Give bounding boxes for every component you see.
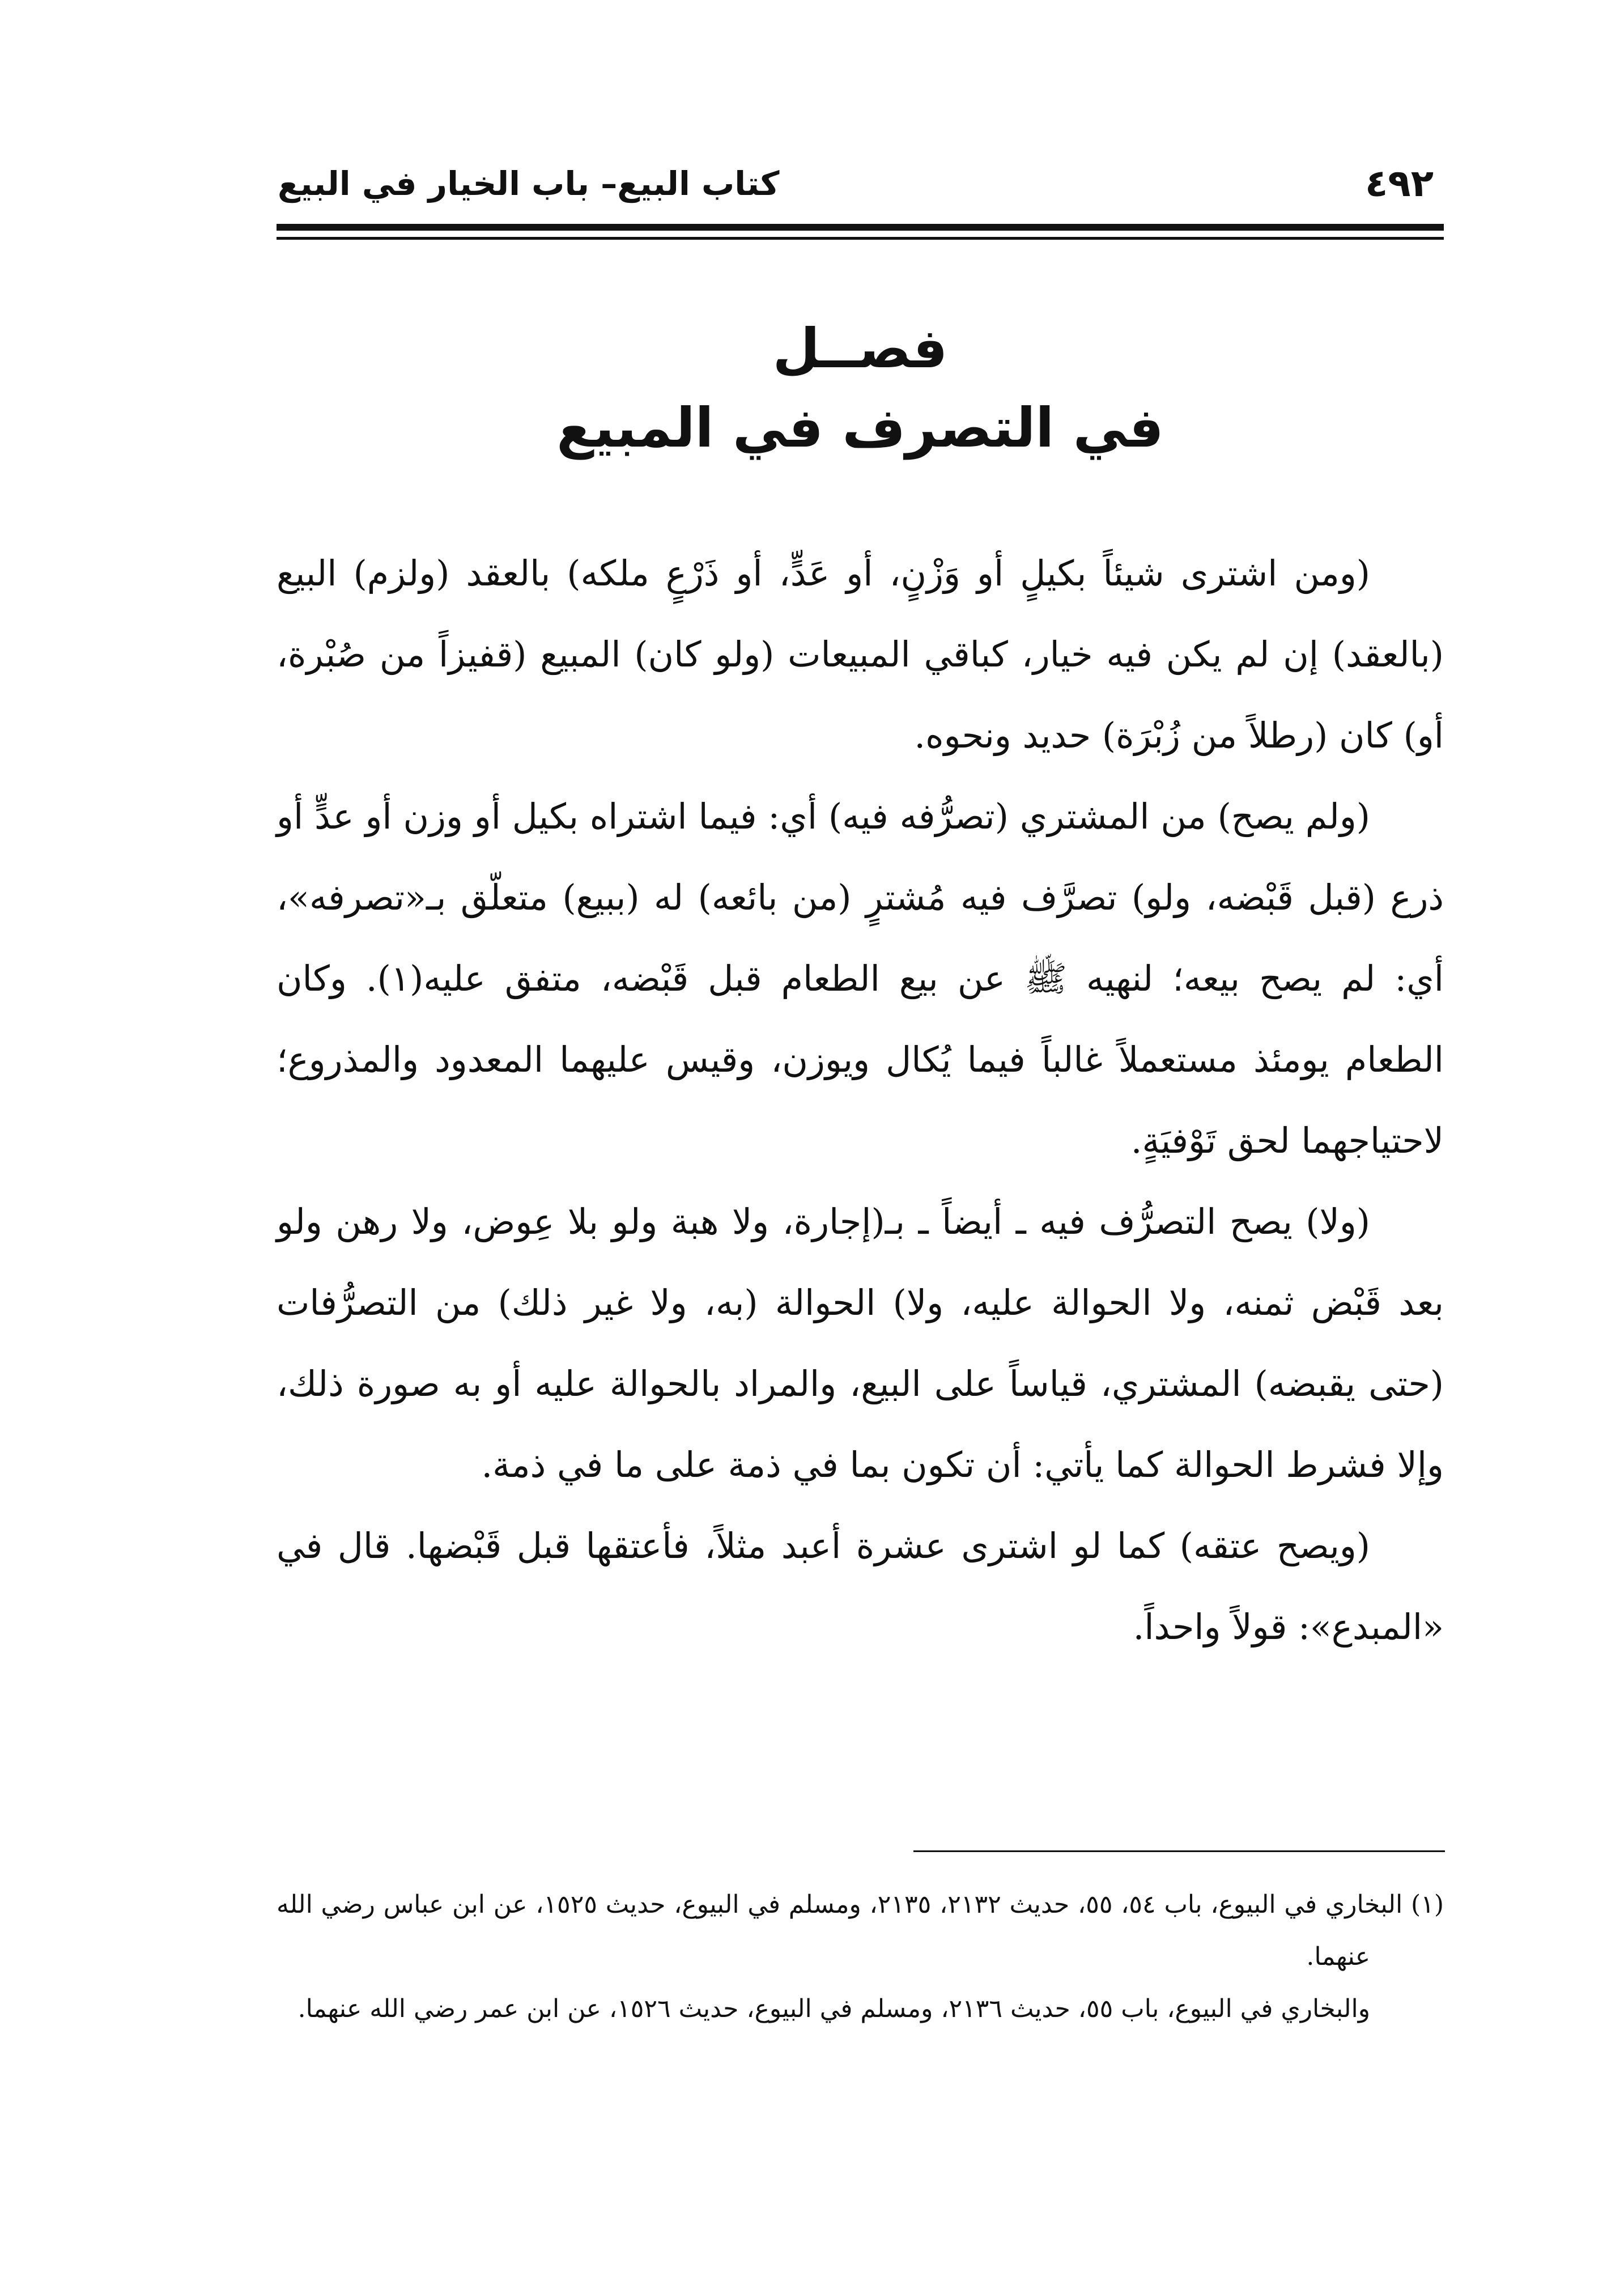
paragraph-1: (ومن اشترى شيئاً بكيلٍ أو وَزْنٍ، أو عَدٍّ، أو ذَرْعٍ ملكه) بالعقد (ولزم) البيع (بالعقد) إن لم يكن فيه خيار، كباقي المبيعات (ولو كان) المبيع (قفيزاً من صُبْرة، أو) كان (رطلاً من زُبْرَة) حديد ونحوه. [277, 553, 1444, 756]
header-rule-thin [277, 237, 1444, 240]
page-number: ٤٩٢ [1365, 162, 1434, 205]
section-heading [277, 309, 1444, 468]
footnote-1-continued: والبخاري في البيوع، باب ٥٥، حديث ٢١٣٦، ومسلم في البيوع، حديث ١٥٢٦، عن ابن عمر رضي الله عنهما. [297, 1994, 1370, 2023]
footnote-1: (١) البخاري في البيوع، باب ٥٤، ٥٥، حديث ٢١٣٢، ٢١٣٥، ومسلم في البيوع، حديث ١٥٢٥، عن ابن عباس رضي الله عنهما. [277, 1890, 1444, 1971]
body-text [277, 533, 1444, 1667]
heading-section-word: فصــل [772, 317, 948, 380]
paragraph-3: (ولا) يصح التصرُّف فيه ـ أيضاً ـ بـ(إجارة، ولا هبة ولو بلا عِوض، ولا رهن ولو بعد قَبْض ثمنه، ولا الحوالة عليه، ولا) الحوالة (به، ولا غير ذلك) من التصرُّفات (حتى يقبضه) المشتري، قياساً على البيع، والمراد بالحوالة عليه أو به صورة ذلك، وإلا فشرط الحوالة كما يأتي: أن تكون بما في ذمة على ما في ذمة. [277, 1201, 1444, 1485]
footnotes [277, 1879, 1444, 2035]
header-rule-thick [277, 224, 1444, 231]
heading-section-title: في التصرف في المبيع [556, 396, 1164, 460]
running-title: كتاب البيع– باب الخيار في البيع [278, 164, 780, 203]
running-header [272, 162, 1439, 213]
footnote-separator [913, 1850, 1445, 1852]
paragraph-2: (ولم يصح) من المشتري (تصرُّفه فيه) أي: فيما اشتراه بكيل أو وزن أو عدٍّ أو ذرع (قبل قَبْضه، ولو) تصرَّف فيه مُشترٍ (من بائعه) له (ببيع) متعلّق بـ«تصرفه»، أي: لم يصح بيعه؛ لنهيه ﷺ عن بيع الطعام قبل قَبْضه، متفق عليه(١). وكان الطعام يومئذ مستعملاً غالباً فيما يُكال ويوزن، وقيس عليهما المعدود والمذروع؛ لاحتياجهما لحق تَوْفيَةٍ. [277, 796, 1444, 1161]
paragraph-4: (ويصح عتقه) كما لو اشترى عشرة أعبد مثلاً، فأعتقها قبل قَبْضها. قال في «المبدع»: قولاً واحداً. [277, 1525, 1444, 1647]
